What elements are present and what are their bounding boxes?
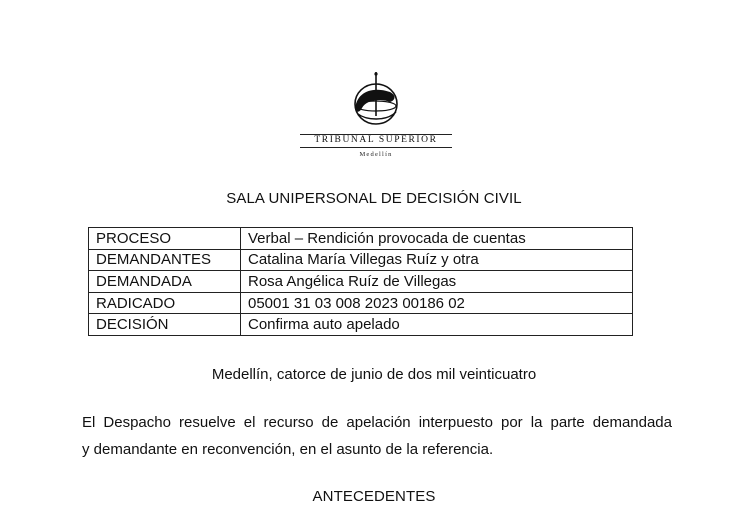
table-key: DEMANDADA [89,271,241,293]
paragraph-line: El Despacho resuelve el recurso de apelación interpuesto por la parte demandada [82,414,672,431]
case-info-table [88,227,633,336]
tribunal-logo [300,70,452,162]
table-key: DEMANDANTES [89,249,241,271]
table-row [89,228,633,250]
date-line: Medellín, catorce de junio de dos mil veinticuatro [211,366,537,383]
table-value: 05001 31 03 008 2023 00186 02 [241,292,633,314]
paragraph-line: y demandante en reconvención, en el asunto de la referencia. [82,441,494,458]
table-key: DECISIÓN [89,314,241,336]
table-row [89,271,633,293]
logo-city: Medellín [359,151,393,158]
scales-emblem-icon [300,70,452,134]
table-row [89,249,633,271]
table-value: Verbal – Rendición provocada de cuentas [241,228,633,250]
table-row [89,292,633,314]
table-value: Catalina María Villegas Ruíz y otra [241,249,633,271]
section-heading: SALA UNIPERSONAL DE DECISIÓN CIVIL [226,190,522,207]
table-value: Rosa Angélica Ruíz de Villegas [241,271,633,293]
table-row [89,314,633,336]
table-key: PROCESO [89,228,241,250]
body-paragraph [82,409,672,463]
section-title: ANTECEDENTES [312,488,436,505]
table-key: RADICADO [89,292,241,314]
logo-title: TRIBUNAL SUPERIOR [300,134,452,148]
table-value: Confirma auto apelado [241,314,633,336]
